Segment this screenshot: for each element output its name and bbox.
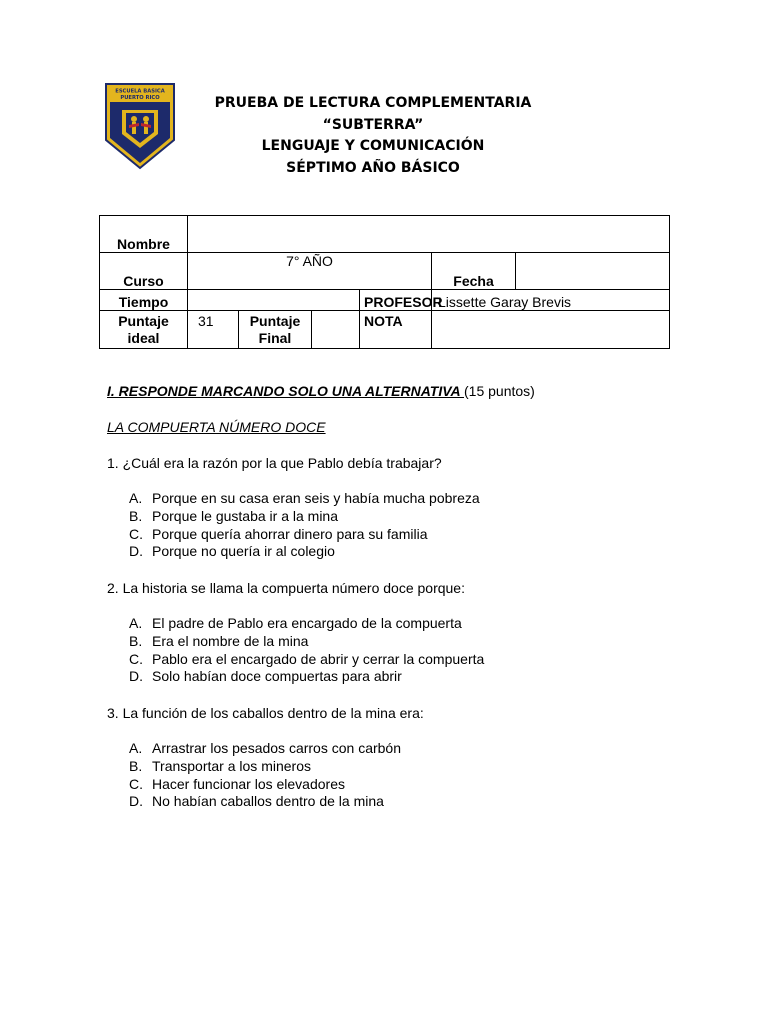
- fecha-field[interactable]: [516, 253, 670, 290]
- question-1-options: [129, 490, 480, 561]
- question-1: 1. ¿Cuál era la razón por la que Pablo debía trabajar?: [107, 455, 442, 471]
- option-2a[interactable]: A. El padre de Pablo era encargado de la compuerta: [129, 615, 462, 631]
- nombre-label: Nombre: [100, 216, 188, 253]
- student-info-table: [99, 215, 670, 349]
- option-3d[interactable]: D. No habían caballos dentro de la mina: [129, 793, 384, 810]
- option-1a[interactable]: A. Porque en su casa eran seis y había mucha pobreza: [129, 490, 480, 506]
- puntaje-final-label-line2: Final: [258, 330, 292, 346]
- puntaje-final-field[interactable]: [312, 311, 360, 349]
- logo-text-line2: PUERTO RICO: [120, 95, 160, 101]
- story-title: LA COMPUERTA NÚMERO DOCE: [107, 419, 326, 435]
- instruction-text: I. RESPONDE MARCANDO SOLO UNA ALTERNATIVA: [107, 383, 464, 399]
- instruction-points: (15 puntos): [464, 383, 535, 399]
- school-logo: [104, 82, 176, 170]
- option-1b[interactable]: B. Porque le gustaba ir a la mina: [129, 507, 338, 524]
- school-shield-icon: [104, 82, 176, 170]
- option-3a[interactable]: A. Arrastrar los pesados carros con carbón: [129, 740, 401, 756]
- tiempo-label: Tiempo: [100, 290, 188, 311]
- document-title: [200, 93, 546, 179]
- logo-text-line1: ESCUELA BASICA: [115, 88, 165, 95]
- puntaje-final-label: [239, 311, 312, 349]
- option-1c[interactable]: C. Porque quería ahorrar dinero para su familia: [129, 525, 428, 542]
- title-line-4: SÉPTIMO AÑO BÁSICO: [286, 159, 460, 176]
- title-line-2: “SUBTERRA”: [322, 116, 424, 133]
- option-3c[interactable]: C. Hacer funcionar los elevadores: [129, 775, 345, 792]
- option-1d[interactable]: D. Porque no quería ir al colegio: [129, 543, 335, 560]
- puntaje-ideal-label-line1: Puntaje: [118, 313, 169, 329]
- profesor-label: PROFESOR: [360, 290, 432, 311]
- tiempo-field[interactable]: [188, 290, 360, 311]
- question-3-options: [129, 740, 401, 811]
- section-instruction: [107, 383, 535, 399]
- option-3b[interactable]: B. Transportar a los mineros: [129, 757, 311, 774]
- fecha-label: Fecha: [432, 253, 516, 290]
- puntaje-ideal-label-line2: ideal: [127, 330, 160, 346]
- nombre-field[interactable]: [188, 216, 670, 253]
- option-2d[interactable]: D. Solo habían doce compuertas para abrir: [129, 668, 402, 685]
- title-line-3: LENGUAJE Y COMUNICACIÓN: [261, 138, 485, 154]
- puntaje-ideal-value: 31: [188, 311, 239, 349]
- option-2c[interactable]: C. Pablo era el encargado de abrir y cerrar la compuerta: [129, 650, 485, 667]
- curso-field[interactable]: 7° AÑO: [188, 253, 432, 290]
- question-2: 2. La historia se llama la compuerta número doce porque:: [107, 580, 465, 596]
- profesor-value: Lissette Garay Brevis: [432, 290, 670, 311]
- title-line-1: PRUEBA DE LECTURA COMPLEMENTARIA: [214, 95, 532, 111]
- question-2-options: [129, 615, 484, 686]
- option-2b[interactable]: B. Era el nombre de la mina: [129, 632, 309, 649]
- puntaje-ideal-label: [100, 311, 188, 349]
- question-3: 3. La función de los caballos dentro de la mina era:: [107, 705, 424, 721]
- nota-label: NOTA: [360, 311, 432, 349]
- curso-label: Curso: [100, 253, 188, 290]
- puntaje-final-label-line1: Puntaje: [249, 313, 301, 329]
- nota-field[interactable]: [432, 311, 670, 349]
